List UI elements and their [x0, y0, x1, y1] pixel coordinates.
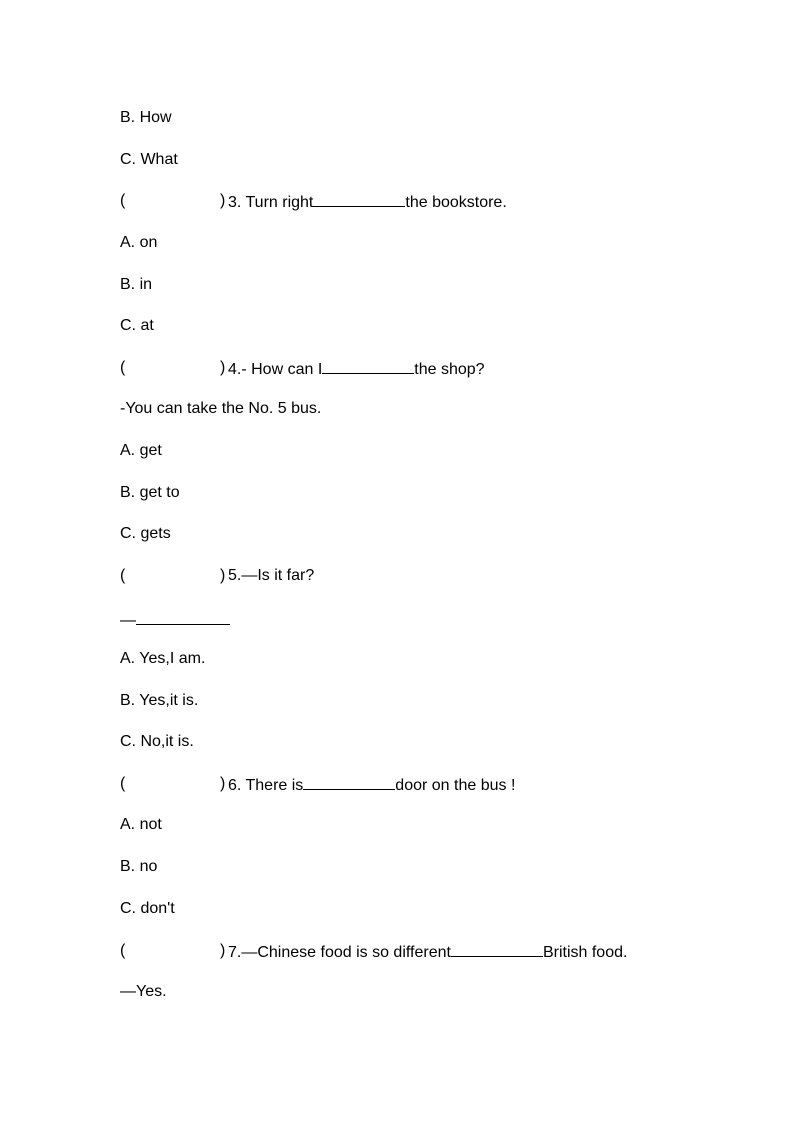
- question-text: 5.—Is it far?: [228, 567, 315, 584]
- q3-option-a: A. on: [120, 234, 158, 251]
- question-text-after: British food.: [542, 944, 628, 961]
- question-text-before: 4.- How can I: [228, 361, 323, 378]
- fill-blank: [303, 774, 395, 790]
- q3-option-c: C. at: [120, 317, 154, 334]
- fill-blank: [451, 941, 543, 957]
- q2-option-b: B. How: [120, 109, 172, 126]
- question-text-before: 7.—Chinese food is so different: [228, 944, 451, 961]
- answer-paren-open: (: [120, 942, 126, 959]
- answer-paren-close: ): [220, 567, 226, 584]
- q3-option-b: B. in: [120, 276, 153, 293]
- question-text: [228, 941, 627, 963]
- fill-blank: [313, 191, 405, 207]
- answer-paren-close: ): [220, 775, 226, 792]
- question-text-after: the bookstore.: [405, 194, 507, 211]
- answer-paren-open: (: [120, 359, 126, 376]
- question-text-before: 3. Turn right: [228, 194, 314, 211]
- q6-option-b: B. no: [120, 858, 158, 875]
- question-text: [228, 191, 507, 213]
- answer-paren-open: (: [120, 775, 126, 792]
- q5-option-b: B. Yes,it is.: [120, 692, 199, 709]
- q2-option-c: C. What: [120, 151, 178, 168]
- fill-blank: [136, 606, 230, 625]
- question-text-after: the shop?: [414, 361, 485, 378]
- q4-option-c: C. gets: [120, 525, 171, 542]
- q5-reply: [120, 606, 230, 631]
- answer-paren-open: (: [120, 192, 126, 209]
- fill-blank: [322, 358, 414, 374]
- question-text: [228, 774, 515, 796]
- q6-option-a: A. not: [120, 816, 162, 833]
- q4-option-b: B. get to: [120, 484, 180, 501]
- answer-paren-open: (: [120, 567, 126, 584]
- answer-paren-close: ): [220, 942, 226, 959]
- answer-paren-close: ): [220, 359, 226, 376]
- question-text-before: 6. There is: [228, 777, 304, 794]
- q5-option-c: C. No,it is.: [120, 733, 194, 750]
- q4-option-a: A. get: [120, 442, 162, 459]
- q6-option-c: C. don't: [120, 900, 175, 917]
- answer-paren-close: ): [220, 192, 226, 209]
- q7-reply: —Yes.: [120, 983, 167, 1000]
- question-text-after: door on the bus !: [395, 777, 516, 794]
- question-text: [228, 358, 485, 380]
- q4-reply: -You can take the No. 5 bus.: [120, 400, 322, 417]
- q5-option-a: A. Yes,I am.: [120, 650, 206, 667]
- reply-dash: —: [120, 612, 136, 629]
